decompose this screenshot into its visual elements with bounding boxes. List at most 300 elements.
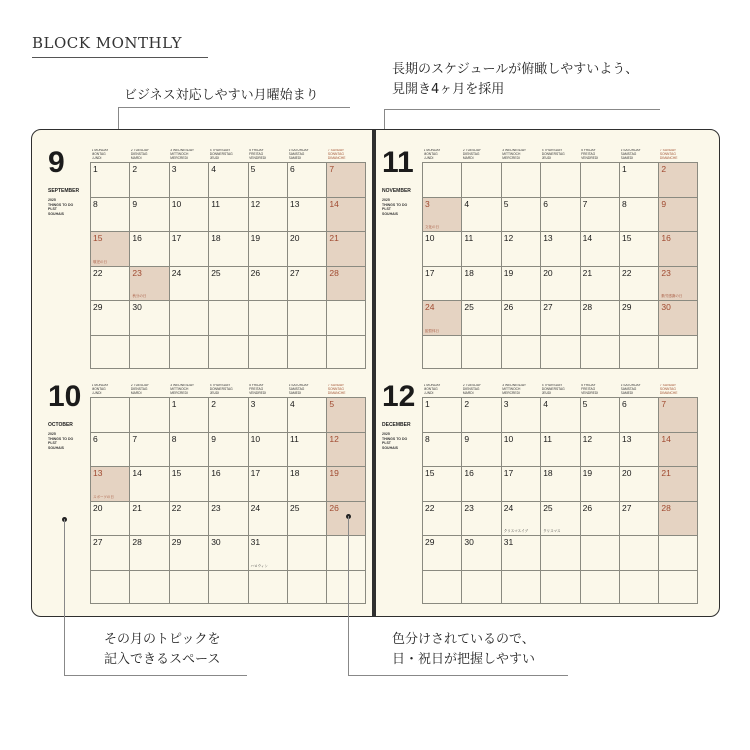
day-cell[interactable]	[326, 231, 365, 266]
day-cell[interactable]	[461, 300, 500, 335]
day-number: 25	[290, 502, 300, 513]
day-number: 10	[425, 233, 435, 243]
day-cell[interactable]	[90, 231, 129, 266]
day-cell[interactable]	[619, 300, 658, 335]
day-cell[interactable]	[422, 266, 461, 301]
day-number: 7	[661, 399, 667, 409]
day-number: 26	[503, 302, 514, 312]
day-cell[interactable]	[422, 501, 461, 536]
day-cell[interactable]	[90, 570, 129, 605]
day-cell[interactable]	[169, 570, 208, 605]
day-cell[interactable]	[501, 335, 540, 370]
day-cell[interactable]	[248, 432, 287, 467]
day-cell[interactable]	[658, 300, 697, 335]
day-number: 29	[425, 537, 435, 547]
day-cell[interactable]	[129, 197, 168, 232]
day-cell[interactable]	[619, 266, 658, 301]
day-number: 21	[661, 468, 671, 478]
day-number: 30	[661, 302, 671, 312]
day-cell[interactable]	[461, 162, 500, 197]
weekday-header: 6 SATURDAY SAMSTAG SAMEDI	[288, 149, 309, 160]
day-cell[interactable]	[580, 570, 619, 605]
day-cell[interactable]	[540, 501, 579, 536]
day-cell[interactable]	[129, 432, 168, 467]
day-number: 24	[425, 302, 435, 312]
day-cell[interactable]	[208, 162, 247, 197]
day-cell[interactable]	[287, 466, 326, 501]
day-number: 28	[661, 502, 671, 513]
day-cell[interactable]	[129, 501, 168, 536]
day-cell[interactable]	[580, 266, 619, 301]
weekday-header: 3 WEDNESDAY MITTWOCH MERCREDI	[502, 149, 527, 160]
day-number: 21	[132, 502, 142, 513]
month-name: SEPTEMBER	[48, 188, 80, 194]
day-cell[interactable]	[461, 432, 500, 467]
weekday-header: 1 MONDAY MONTAG LUNDI	[91, 149, 109, 160]
day-number: 19	[503, 267, 514, 278]
day-cell[interactable]	[169, 501, 208, 536]
day-number: 13	[93, 468, 103, 478]
holiday-name: 敬老の日	[93, 259, 107, 264]
day-cell[interactable]	[580, 466, 619, 501]
day-number: 12	[582, 433, 593, 444]
day-number: 24	[503, 502, 514, 513]
day-cell[interactable]	[619, 466, 658, 501]
day-number: 7	[132, 433, 138, 444]
day-cell[interactable]	[422, 535, 461, 570]
day-cell[interactable]	[540, 570, 579, 605]
day-cell[interactable]	[461, 231, 500, 266]
day-number: 8	[622, 198, 627, 209]
day-cell[interactable]	[658, 535, 697, 570]
day-cell[interactable]	[129, 397, 168, 432]
day-cell[interactable]	[326, 266, 365, 301]
day-cell[interactable]	[90, 432, 129, 467]
day-number: 14	[582, 233, 593, 243]
day-number: 25	[211, 267, 221, 278]
callout-line-topic-vertical	[64, 519, 65, 676]
day-cell[interactable]	[208, 432, 247, 467]
day-cell[interactable]	[326, 397, 365, 432]
month-name: NOVEMBER	[382, 188, 411, 194]
day-cell[interactable]	[287, 397, 326, 432]
planner-spine	[372, 130, 376, 616]
day-cell[interactable]	[658, 197, 697, 232]
day-cell[interactable]	[129, 231, 168, 266]
weekday-header: 7 SUNDAY SONNTAG DIMANCHE	[659, 149, 678, 160]
day-number: 5	[250, 164, 256, 174]
topic-header: 2025 THINGS TO DO PLST SOUHAIS	[382, 198, 408, 216]
note-overview-line1: 長期のスケジュールが俯瞰しやすいよう、	[392, 62, 639, 77]
day-number: 17	[425, 267, 435, 278]
day-number: 30	[132, 302, 142, 312]
day-number: 15	[622, 233, 632, 243]
weekday-header: 3 WEDNESDAY MITTWOCH MERCREDI	[502, 384, 527, 395]
day-cell[interactable]	[619, 197, 658, 232]
day-cell[interactable]	[287, 570, 326, 605]
day-cell[interactable]	[501, 397, 540, 432]
day-cell[interactable]	[208, 535, 247, 570]
month-number: 9	[48, 146, 65, 179]
day-cell[interactable]	[580, 197, 619, 232]
day-cell[interactable]	[287, 266, 326, 301]
day-cell[interactable]	[422, 570, 461, 605]
day-number: 10	[503, 433, 514, 444]
day-cell[interactable]	[90, 501, 129, 536]
day-cell[interactable]	[90, 466, 129, 501]
day-cell[interactable]	[501, 466, 540, 501]
day-cell[interactable]	[658, 570, 697, 605]
holiday-name: スポーツの日	[93, 494, 114, 499]
day-cell[interactable]	[248, 231, 287, 266]
day-cell[interactable]	[129, 335, 168, 370]
day-cell[interactable]	[208, 300, 247, 335]
day-number: 14	[329, 198, 339, 209]
day-cell[interactable]	[208, 397, 247, 432]
page-heading: BLOCK MONTHLY	[32, 34, 183, 52]
day-number: 6	[93, 433, 98, 444]
day-number: 23	[661, 267, 671, 278]
day-cell[interactable]	[540, 466, 579, 501]
day-cell[interactable]	[540, 432, 579, 467]
day-cell[interactable]	[248, 162, 287, 197]
day-cell[interactable]	[619, 231, 658, 266]
day-cell[interactable]	[248, 535, 287, 570]
day-number: 23	[464, 502, 474, 513]
day-number: 12	[250, 198, 261, 209]
day-cell[interactable]	[129, 266, 168, 301]
day-number: 27	[543, 302, 553, 312]
day-cell[interactable]	[326, 535, 365, 570]
day-cell[interactable]	[461, 466, 500, 501]
day-cell[interactable]	[129, 570, 168, 605]
day-number: 30	[464, 537, 474, 547]
day-number: 5	[503, 198, 509, 209]
day-cell[interactable]	[658, 162, 697, 197]
weekday-header: 4 THURSDAY DONNERSTAG JEUDI	[541, 149, 565, 160]
day-cell[interactable]	[658, 501, 697, 536]
day-cell[interactable]	[90, 266, 129, 301]
day-cell[interactable]	[501, 231, 540, 266]
day-cell[interactable]	[326, 300, 365, 335]
day-cell[interactable]	[580, 162, 619, 197]
day-cell[interactable]	[169, 335, 208, 370]
day-cell[interactable]	[326, 197, 365, 232]
day-number: 8	[171, 433, 177, 444]
day-number: 4	[543, 399, 548, 409]
day-cell[interactable]	[540, 397, 579, 432]
month-number: 10	[48, 380, 82, 413]
weekday-header: 5 FRIDAY FREITAG VENDREDI	[249, 384, 267, 395]
day-cell[interactable]	[90, 535, 129, 570]
day-cell[interactable]	[422, 432, 461, 467]
day-cell[interactable]	[90, 162, 129, 197]
day-cell[interactable]	[580, 535, 619, 570]
day-cell[interactable]	[169, 162, 208, 197]
day-cell[interactable]	[208, 266, 247, 301]
holiday-name: クリスマスイブ	[503, 529, 528, 533]
day-cell[interactable]	[129, 466, 168, 501]
heading-underline	[32, 57, 208, 58]
day-number: 28	[582, 302, 593, 312]
day-number: 21	[329, 233, 339, 243]
day-number: 9	[132, 198, 138, 209]
day-cell[interactable]	[90, 397, 129, 432]
day-cell[interactable]	[540, 335, 579, 370]
day-number: 27	[622, 502, 632, 513]
day-cell[interactable]	[129, 162, 168, 197]
day-cell[interactable]	[326, 570, 365, 605]
weekday-header: 4 THURSDAY DONNERSTAG JEUDI	[541, 384, 565, 395]
day-cell[interactable]	[461, 397, 500, 432]
day-number: 16	[661, 233, 671, 243]
holiday-name: 文化の日	[425, 225, 439, 229]
day-cell[interactable]	[461, 570, 500, 605]
day-cell[interactable]	[169, 266, 208, 301]
day-cell[interactable]	[208, 231, 247, 266]
day-cell[interactable]	[169, 466, 208, 501]
day-cell[interactable]	[287, 335, 326, 370]
day-cell[interactable]	[287, 162, 326, 197]
day-cell[interactable]	[461, 535, 500, 570]
day-cell[interactable]	[658, 266, 697, 301]
day-number: 14	[132, 468, 142, 478]
day-cell[interactable]	[501, 197, 540, 232]
day-cell[interactable]	[501, 162, 540, 197]
day-cell[interactable]	[169, 535, 208, 570]
day-number: 4	[290, 399, 295, 409]
day-cell[interactable]	[501, 266, 540, 301]
day-number: 3	[250, 399, 256, 409]
day-cell[interactable]	[461, 266, 500, 301]
day-number: 6	[543, 198, 548, 209]
day-cell[interactable]	[619, 501, 658, 536]
day-number: 16	[211, 468, 221, 478]
day-number: 26	[250, 267, 261, 278]
day-cell[interactable]	[287, 197, 326, 232]
day-cell[interactable]	[619, 335, 658, 370]
weekday-header: 7 SUNDAY SONNTAG DIMANCHE	[659, 384, 678, 395]
holiday-name: ハロウィン	[250, 563, 268, 568]
day-number: 31	[250, 537, 261, 547]
day-number: 24	[250, 502, 261, 513]
day-number: 15	[425, 468, 435, 478]
day-cell[interactable]	[501, 300, 540, 335]
day-cell[interactable]	[619, 432, 658, 467]
day-cell[interactable]	[658, 432, 697, 467]
month-name: DECEMBER	[382, 422, 411, 428]
day-cell[interactable]	[461, 197, 500, 232]
day-number: 4	[211, 164, 216, 174]
day-number: 6	[290, 164, 295, 174]
day-number: 20	[290, 233, 300, 243]
day-number: 27	[290, 267, 300, 278]
day-cell[interactable]	[287, 231, 326, 266]
day-cell[interactable]	[326, 335, 365, 370]
day-number: 23	[211, 502, 221, 513]
day-number: 7	[582, 198, 588, 209]
weekday-header: 3 WEDNESDAY MITTWOCH MERCREDI	[170, 149, 195, 160]
day-cell[interactable]	[287, 535, 326, 570]
weekday-header: 2 TUESDAY DIENSTAG MARDI	[462, 149, 481, 160]
day-number: 10	[171, 198, 182, 209]
day-cell[interactable]	[501, 432, 540, 467]
day-number: 12	[329, 433, 339, 444]
day-number: 5	[329, 399, 335, 409]
day-cell[interactable]	[580, 501, 619, 536]
day-number: 5	[582, 399, 588, 409]
day-number: 22	[93, 267, 103, 278]
day-cell[interactable]	[208, 197, 247, 232]
day-number: 14	[661, 433, 671, 444]
day-cell[interactable]	[326, 162, 365, 197]
day-cell[interactable]	[326, 432, 365, 467]
day-number: 17	[171, 233, 182, 243]
day-cell[interactable]	[619, 162, 658, 197]
day-number: 25	[464, 302, 474, 312]
day-cell[interactable]	[248, 466, 287, 501]
day-cell[interactable]	[90, 300, 129, 335]
day-cell[interactable]	[248, 266, 287, 301]
day-cell[interactable]	[501, 570, 540, 605]
day-cell[interactable]	[580, 300, 619, 335]
day-number: 11	[211, 198, 221, 209]
day-cell[interactable]	[169, 432, 208, 467]
day-cell[interactable]	[129, 535, 168, 570]
day-number: 13	[622, 433, 632, 444]
day-cell[interactable]	[248, 501, 287, 536]
day-number: 26	[582, 502, 593, 513]
day-cell[interactable]	[422, 397, 461, 432]
day-cell[interactable]	[540, 300, 579, 335]
day-cell[interactable]	[208, 501, 247, 536]
day-number: 13	[543, 233, 553, 243]
day-cell[interactable]	[422, 231, 461, 266]
day-number: 25	[543, 502, 553, 513]
day-number: 10	[250, 433, 261, 444]
day-cell[interactable]	[287, 300, 326, 335]
day-number: 12	[503, 233, 514, 243]
day-number: 20	[543, 267, 553, 278]
day-number: 18	[543, 468, 553, 478]
day-cell[interactable]	[90, 197, 129, 232]
day-number: 20	[93, 502, 103, 513]
day-number: 9	[661, 198, 667, 209]
day-cell[interactable]	[658, 231, 697, 266]
day-cell[interactable]	[248, 570, 287, 605]
day-cell[interactable]	[658, 397, 697, 432]
day-cell[interactable]	[248, 197, 287, 232]
day-cell[interactable]	[619, 535, 658, 570]
day-cell[interactable]	[248, 300, 287, 335]
day-cell[interactable]	[248, 397, 287, 432]
day-number: 22	[622, 267, 632, 278]
weekday-header: 5 FRIDAY FREITAG VENDREDI	[581, 384, 599, 395]
weekday-header: 2 TUESDAY DIENSTAG MARDI	[130, 384, 149, 395]
day-cell[interactable]	[326, 466, 365, 501]
day-cell[interactable]	[248, 335, 287, 370]
day-cell[interactable]	[208, 570, 247, 605]
day-cell[interactable]	[619, 397, 658, 432]
day-cell[interactable]	[169, 397, 208, 432]
day-cell[interactable]	[169, 300, 208, 335]
day-number: 13	[290, 198, 300, 209]
day-cell[interactable]	[580, 335, 619, 370]
day-cell[interactable]	[169, 197, 208, 232]
day-number: 3	[503, 399, 509, 409]
day-cell[interactable]	[501, 535, 540, 570]
day-cell[interactable]	[287, 432, 326, 467]
day-cell[interactable]	[540, 162, 579, 197]
day-number: 11	[543, 433, 553, 444]
day-cell[interactable]	[422, 197, 461, 232]
holiday-name: 秋分の日	[132, 294, 147, 298]
weekday-header: 2 TUESDAY DIENSTAG MARDI	[462, 384, 481, 395]
day-cell[interactable]	[540, 535, 579, 570]
day-cell[interactable]	[619, 570, 658, 605]
weekday-header: 6 SATURDAY SAMSTAG SAMEDI	[288, 384, 309, 395]
day-cell[interactable]	[422, 300, 461, 335]
day-number: 16	[132, 233, 142, 243]
topic-header: 2025 THINGS TO DO PLST SOUHAIS	[48, 432, 74, 450]
day-cell[interactable]	[422, 162, 461, 197]
weekday-header: 5 FRIDAY FREITAG VENDREDI	[249, 149, 267, 160]
day-number: 22	[425, 502, 435, 513]
day-cell[interactable]	[422, 335, 461, 370]
day-cell[interactable]	[501, 501, 540, 536]
day-cell[interactable]	[208, 335, 247, 370]
day-number: 15	[171, 468, 182, 478]
day-cell[interactable]	[580, 397, 619, 432]
day-number: 1	[93, 164, 98, 174]
day-cell[interactable]	[540, 197, 579, 232]
callout-line-topic	[64, 675, 247, 676]
day-cell[interactable]	[90, 335, 129, 370]
day-number: 2	[661, 164, 667, 174]
note-color-line1: 色分けされているので、	[392, 632, 535, 647]
day-number: 2	[211, 399, 216, 409]
day-number: 9	[464, 433, 470, 444]
day-cell[interactable]	[461, 335, 500, 370]
holiday-name: クリスマス	[543, 529, 561, 533]
day-number: 3	[171, 164, 177, 174]
topic-header: 2025 THINGS TO DO PLST SOUHAIS	[48, 198, 74, 216]
day-number: 11	[290, 433, 299, 444]
day-cell[interactable]	[129, 300, 168, 335]
day-number: 8	[425, 433, 430, 444]
day-cell[interactable]	[287, 501, 326, 536]
day-number: 8	[93, 198, 98, 209]
day-cell[interactable]	[540, 266, 579, 301]
weekday-header: 1 MONDAY MONTAG LUNDI	[423, 384, 441, 395]
day-cell[interactable]	[208, 466, 247, 501]
holiday-name: 勤労感謝の日	[661, 294, 683, 298]
day-cell[interactable]	[461, 501, 500, 536]
weekday-header: 7 SUNDAY SONNTAG DIMANCHE	[327, 384, 346, 395]
day-cell[interactable]	[580, 231, 619, 266]
day-cell[interactable]	[658, 466, 697, 501]
day-number: 11	[464, 233, 474, 243]
day-cell[interactable]	[540, 231, 579, 266]
day-cell[interactable]	[422, 466, 461, 501]
day-number: 1	[425, 399, 430, 409]
weekday-header: 1 MONDAY MONTAG LUNDI	[423, 149, 441, 160]
day-cell[interactable]	[580, 432, 619, 467]
day-number: 17	[250, 468, 261, 478]
weekday-header: 4 THURSDAY DONNERSTAG JEUDI	[209, 149, 233, 160]
day-cell[interactable]	[658, 335, 697, 370]
day-cell[interactable]	[169, 231, 208, 266]
